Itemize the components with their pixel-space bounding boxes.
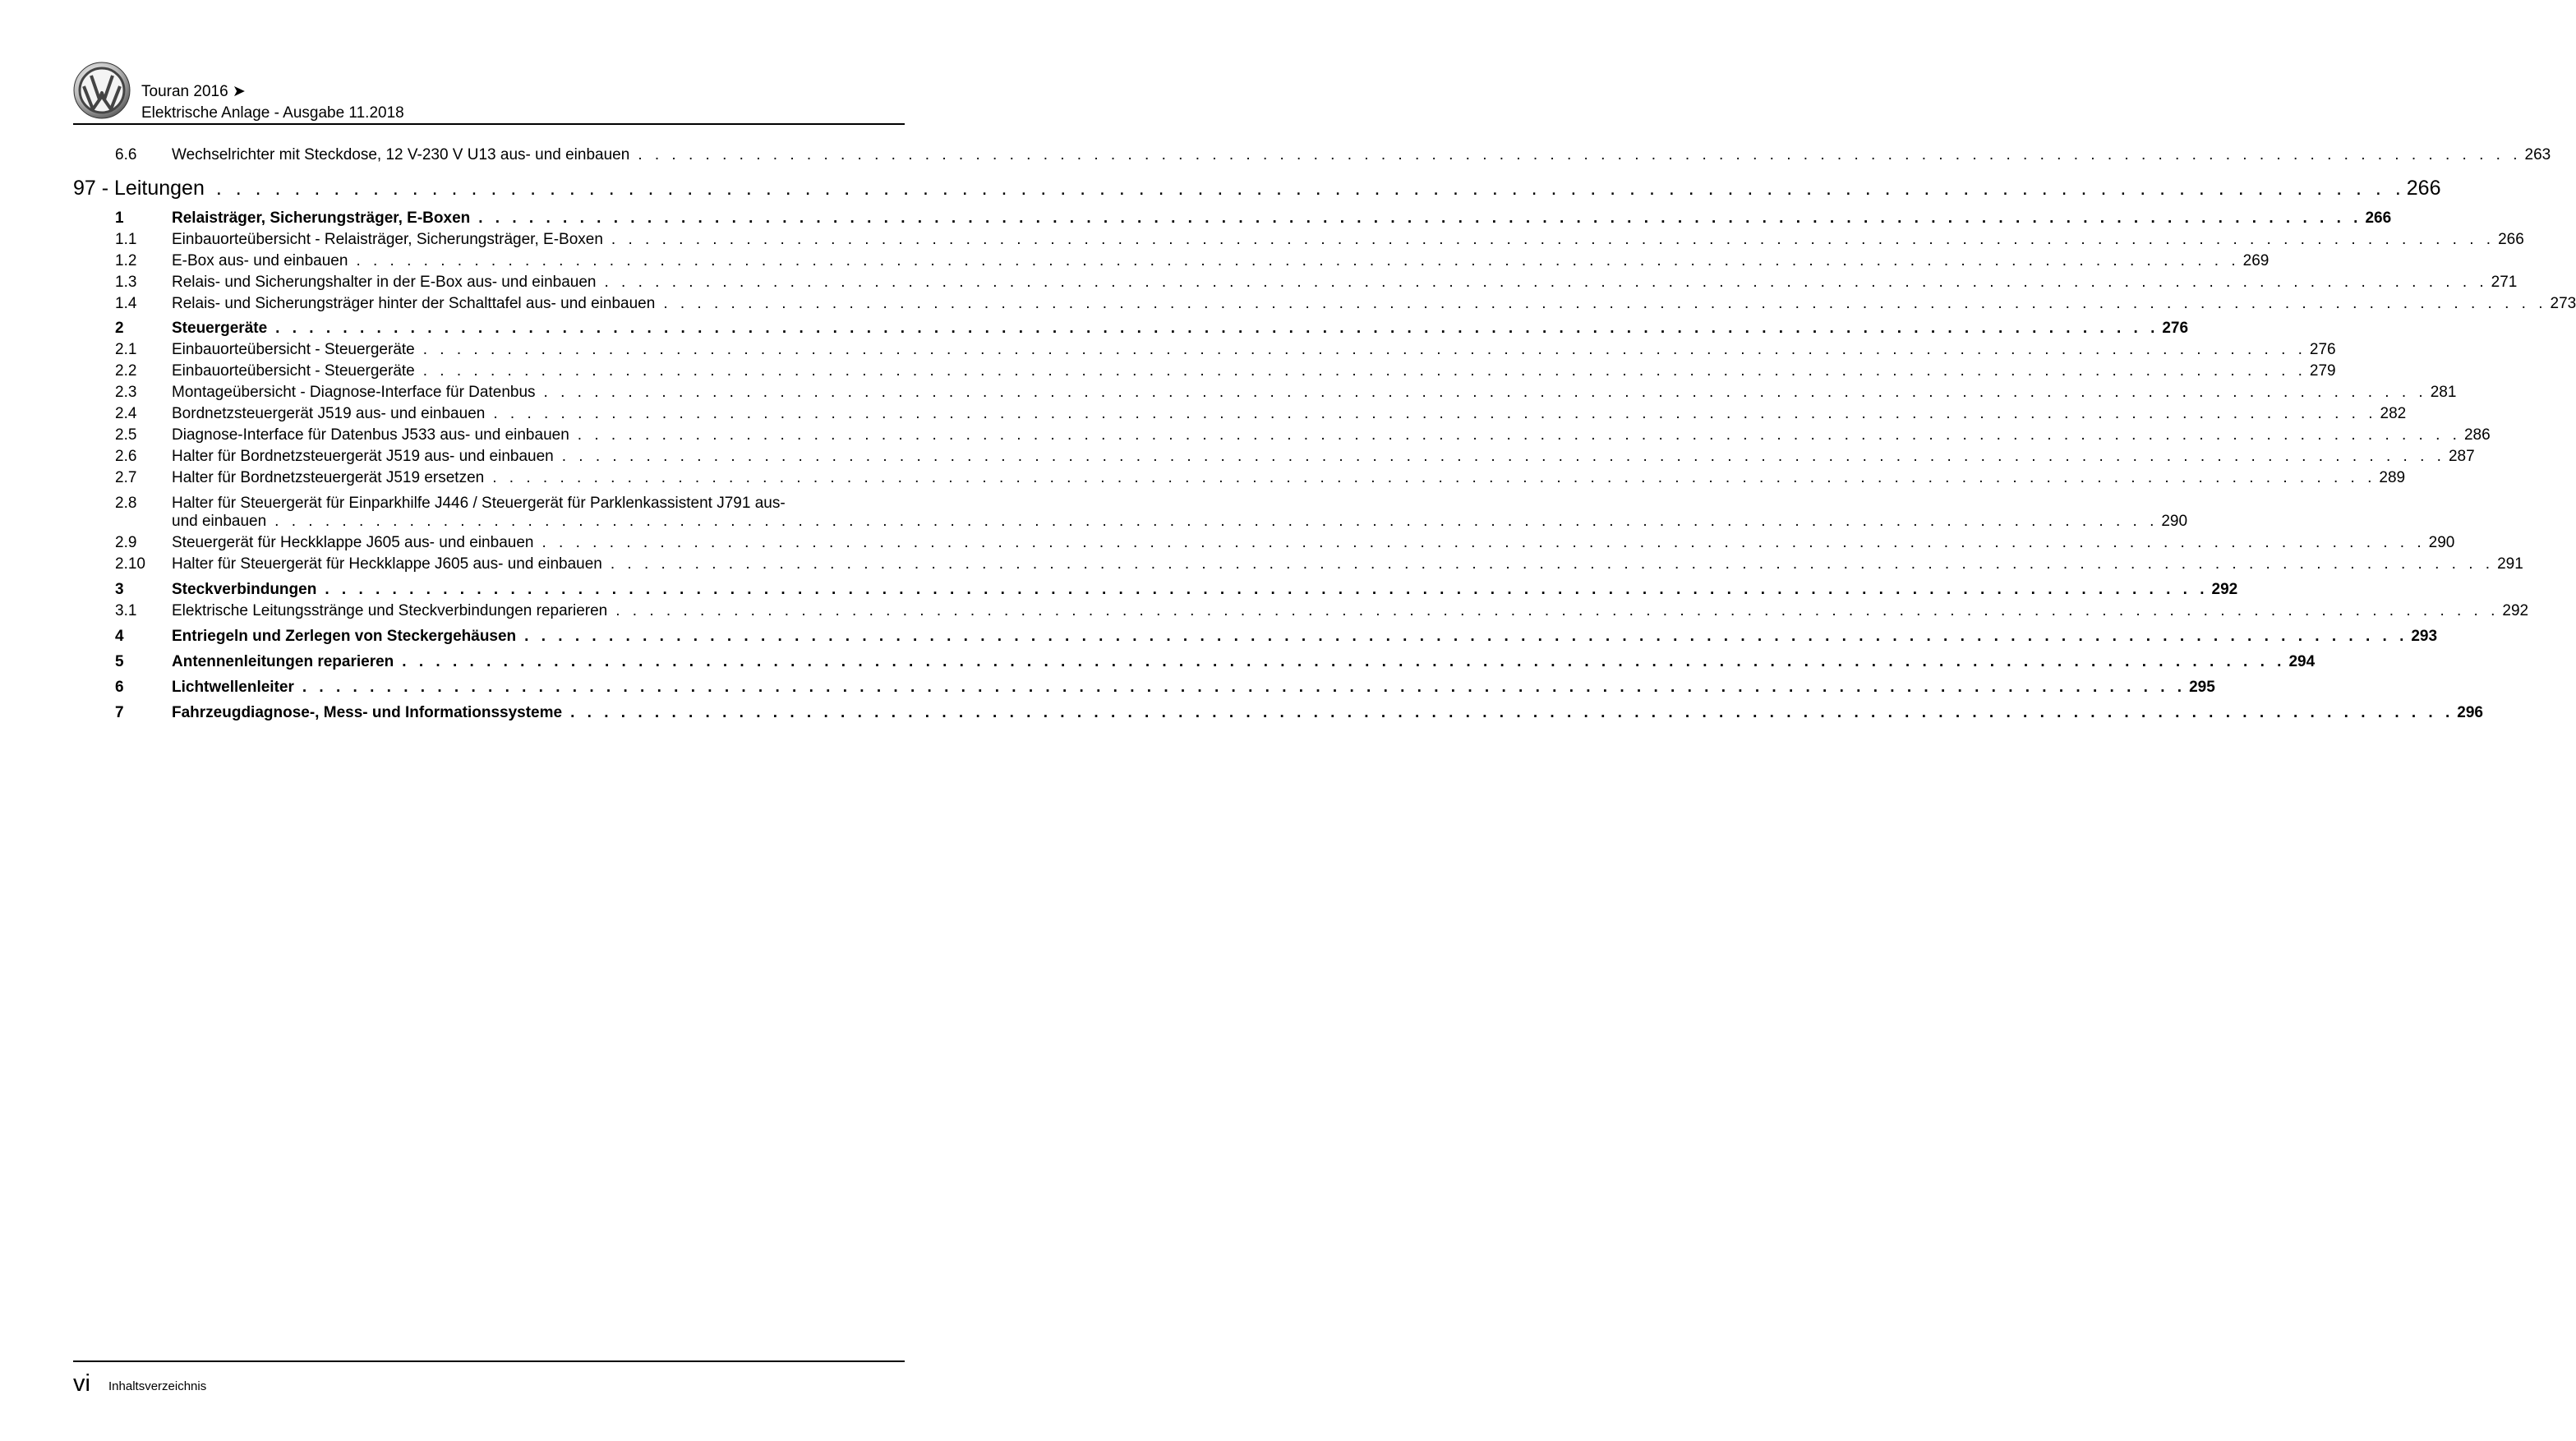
toc-page: 292 xyxy=(2502,602,2529,619)
toc-leader: . . . . . . . . . . . . . . . . . . . . . . . . . . . . . . . . . . . . . . . . . . . . . . . . . . . . . . . . . . . . . . . . . . . . . . . . . . . . . . . . . . . . . . . . . . . . . . . . . . . . . . . . . . . . . . . . xyxy=(543,384,2427,401)
toc-entry[interactable] xyxy=(115,341,2336,359)
toc-title: Fahrzeugdiagnose-, Mess- und Informationssysteme xyxy=(172,704,563,721)
toc-page: 279 xyxy=(2309,362,2336,380)
toc-page: 290 xyxy=(2161,513,2188,530)
toc-page: 296 xyxy=(2457,704,2483,721)
toc-page: 271 xyxy=(2491,274,2518,291)
toc-page: 287 xyxy=(2448,448,2475,465)
toc-number: 7 xyxy=(115,704,124,721)
toc-leader: . . . . . . . . . . . . . . . . . . . . . . . . . . . . . . . . . . . . . . . . . . . . . . . . . . . . . . . . . . . . . . . . . . . . . . . . . . . . . . . . . . . . . . . . . . . . . . . . . . . . . . . . . . . . . . . . xyxy=(604,274,2488,291)
toc-leader: . . . . . . . . . . . . . . . . . . . . . . . . . . . . . . . . . . . . . . . . . . . . . . . . . . . . . . . . . . . . . . . . . . . . . . . . . . . . . . . . . . . . . . . . . . . . . . . . . . . . . . . . . . . . . . . . xyxy=(274,513,2159,530)
toc-leader: . . . . . . . . . . . . . . . . . . . . . . . . . . . . . . . . . . . . . . . . . . . . . . . . . . . . . . . . . . . . . . . . . . . . . . . . . . . . . . . . . . . . . . . . . . . . . . . . . . . . . . . . . . . . . . . . xyxy=(524,628,2408,645)
toc-title: Wechselrichter mit Steckdose, 12 V-230 V U13 aus- und einbauen xyxy=(172,146,630,163)
toc-leader: . . . . . . . . . . . . . . . . . . . . . . . . . . . . . . . . . . . . . . . . . . . . . . . . . . . . . . . . . . . . . . . . . . . . . . . . . . . . . . . . . . . . . . . . . . . . . . . . . . . . . . . . . . . . . . . . xyxy=(561,448,2445,465)
toc-entry[interactable] xyxy=(115,534,2455,552)
toc-number: 2.2 xyxy=(115,362,137,380)
toc-title: Relais- und Sicherungsträger hinter der Schalttafel aus- und einbauen xyxy=(172,295,656,312)
toc-number: 1.2 xyxy=(115,252,137,269)
toc-title: Lichtwellenleiter xyxy=(172,679,294,696)
toc-page: 273 xyxy=(2550,295,2576,312)
toc-entry[interactable] xyxy=(115,426,2491,444)
toc-entry[interactable] xyxy=(115,602,2529,620)
toc-entry[interactable] xyxy=(172,513,2188,531)
toc-number: 4 xyxy=(115,628,124,645)
toc-number: 1.3 xyxy=(115,274,137,291)
toc-number: 2.1 xyxy=(115,341,137,358)
toc-number: 2.3 xyxy=(115,384,137,401)
toc-number: 3 xyxy=(115,581,124,598)
toc-title: Steuergerät für Heckklappe J605 aus- und einbauen xyxy=(172,534,534,551)
toc-leader: . . . . . . . . . . . . . . . . . . . . . . . . . . . . . . . . . . . . . . . . . . . . . . . . . . . . . . . . . . . . . . . . . . . . . . . . . . . . . . . . . . . . . . . . . . . . . . . . . . . . . . . . . . . . . . . . xyxy=(302,679,2187,696)
toc-number: 2.8 xyxy=(115,495,137,512)
toc-page: 289 xyxy=(2379,469,2406,486)
toc-number: 1 xyxy=(115,209,124,227)
toc-title: Relais- und Sicherungshalter in der E-Box aus- und einbauen xyxy=(172,274,597,291)
toc-page: 286 xyxy=(2463,426,2491,444)
toc-title: Steckverbindungen xyxy=(172,581,317,598)
toc-number: 1.1 xyxy=(115,231,137,248)
toc-page: 269 xyxy=(2242,252,2270,269)
toc-leader: . . . . . . . . . . . . . . . . . . . . . . . . . . . . . . . . . . . . . . . . . . . . . . . . . . . . . . . . . . . . . . . . . . . . . . . . . . . . . . . . . . . . . . . . . . . . . . . . . . . . . . . . . . . . . . . . xyxy=(570,704,2454,721)
toc-entry[interactable] xyxy=(115,469,2406,487)
toc-section[interactable] xyxy=(115,320,2189,338)
toc-section[interactable] xyxy=(115,628,2438,646)
toc-leader: . . . . . . . . . . . . . . . . . . . . . . . . . . . . . . . . . . . . . . . . . . . . . . . . . . . . . . . . . . . . . . . . . . . . . . . . . . . . . . . . . . . . . . . . . . . . . . . . . . . . . . . . . . . . . . . . xyxy=(402,653,2286,670)
toc-title[interactable]: Halter für Steuergerät für Einparkhilfe J446 / Steuergerät für Parklenkassistent J791 aus- xyxy=(172,495,786,512)
toc-number: 2 xyxy=(115,320,124,337)
toc-entry[interactable] xyxy=(115,274,2518,292)
doc-subtitle: Elektrische Anlage - Ausgabe 11.2018 xyxy=(141,104,404,122)
toc-leader: . . . . . . . . . . . . . . . . . . . . . . . . . . . . . . . . . . . . . . . . . . . . . . . . . . . . . . . . . . . . . . . . . . . . . . . . . . . . . . . . . . . . . . . . . . . . . . . . . . . . . . . . . . . . . . . . xyxy=(638,146,2522,163)
toc-page: 293 xyxy=(2411,628,2438,645)
toc-leader: . . . . . . . . . . . . . . . . . . . . . . . . . . . . . . . . . . . . . . . . . . . . . . . . . . . . . . . . . . . . . . . . . . . . . . . . . . . . . . . . . . . . . . . . . . . . . . . . . . . . . . . . . . . . . . . . xyxy=(356,252,2240,269)
toc-title: Halter für Bordnetzsteuergerät J519 ersetzen xyxy=(172,469,485,486)
toc-number: 5 xyxy=(115,653,124,670)
toc-title: Steuergeräte xyxy=(172,320,268,337)
toc-leader: . . . . . . . . . . . . . . . . . . . . . . . . . . . . . . . . . . . . . . . . . . . . . . . . . . . . . . . . . . . . . . . . . . . . . . . . . . . . . . . . . . . . . . . . . . . . . . . . . . . . . . . . . . . . . . . . xyxy=(615,602,2500,619)
toc-number: 3.1 xyxy=(115,602,137,619)
toc-entry[interactable] xyxy=(115,384,2457,402)
toc-leader: . . . . . . . . . . . . . . . . . . . . . . . . . . . . . . . . . . . . . . . . . . . . . . . . . . . . . . . . . . . . . . . . . . . . . . . . . . . . . . . . . . . . . . . . . . . . . . . . . . . . . . . . . . . . . . . . xyxy=(663,295,2547,312)
toc-entry[interactable] xyxy=(115,295,2576,313)
toc-page: 292 xyxy=(2211,581,2238,598)
toc-leader: . . . . . . . . . . . . . . . . . . . . . . . . . . . . . . . . . . . . . . . . . . . . . . . . . . . . . . . . . . . . . . . . . . . . . . . . . . . . . . . . . . . . . . . . . . . . . . . . . . . . . . . . . . . . . . . . xyxy=(492,469,2376,486)
toc-section[interactable] xyxy=(115,653,2316,671)
toc-title: Einbauorteübersicht - Steuergeräte xyxy=(172,362,415,380)
toc-number: 6 xyxy=(115,679,124,696)
toc-leader: . . . . . . . . . . . . . . . . . . . . . . . . . . . . . . . . . . . . . . . . . . . . . . . . . . . . . . . . . . . . . . . . . . . . . . . . . . . . . . . . . . . . . . . . . . . . . . . . . . . . . . . . . . . . . . . . xyxy=(610,555,2495,573)
toc-page: 276 xyxy=(2309,341,2336,358)
toc-page: 281 xyxy=(2430,384,2457,401)
footer-label: Inhaltsverzeichnis xyxy=(108,1379,207,1393)
toc-page: 295 xyxy=(2189,679,2215,696)
toc-title: Elektrische Leitungsstränge und Steckverbindungen reparieren xyxy=(172,602,608,619)
toc-page: 282 xyxy=(2380,405,2407,422)
toc-section[interactable] xyxy=(115,704,2483,722)
doc-title: Touran 2016 ➤ xyxy=(141,83,246,100)
header-divider xyxy=(73,123,905,125)
toc-leader: . . . . . . . . . . . . . . . . . . . . . . . . . . . . . . . . . . . . . . . . . . . . . . . . . . . . . . . . . . . . . . . . . . . . . . . . . . . . . . . . . . . . . . . . . . . . . . . . . . . . . . . . . . . . . . . . xyxy=(493,405,2377,422)
toc-page: 276 xyxy=(2162,320,2189,337)
toc-entry[interactable] xyxy=(115,405,2407,423)
toc-title: Entriegeln und Zerlegen von Steckergehäusen xyxy=(172,628,517,645)
toc-leader: . . . . . . . . . . . . . . . . . . . . . . . . . . . . . . . . . . . . . . . . . . . . . . . . . . . . . . . . . . . . . . . . . . . . . . . . . . . . . . . . . . . . . . . . . . . . . . . . . . . . . . . . . . . . . . . . xyxy=(611,231,2495,248)
toc-number: 2.10 xyxy=(115,555,145,573)
toc-title: Montageübersicht - Diagnose-Interface für Datenbus xyxy=(172,384,536,401)
toc-number: 6.6 xyxy=(115,146,137,163)
toc-title: Halter für Bordnetzsteuergerät J519 aus- und einbauen xyxy=(172,448,554,465)
toc-title: Bordnetzsteuergerät J519 aus- und einbauen xyxy=(172,405,486,422)
toc-entry[interactable] xyxy=(115,448,2475,466)
toc-entry[interactable] xyxy=(115,555,2523,573)
toc-page: 291 xyxy=(2497,555,2523,573)
toc-page: 294 xyxy=(2288,653,2316,670)
chapter-page: 266 xyxy=(2406,177,2441,200)
toc-number: 2.4 xyxy=(115,405,137,422)
toc-section[interactable] xyxy=(115,679,2215,697)
toc-page: 263 xyxy=(2524,146,2551,163)
chapter-title: 97 - Leitungen xyxy=(73,177,205,200)
toc-leader: . . . . . . . . . . . . . . . . . . . . . . . . . . . . . . . . . . . . . . . . . . . . . . . . . . . . . . . . . . . . . . . . . . . . . . . . . . . . . . . . . . . . . . . . . . . . . . . . . . . . . . . . . . . . . . . . xyxy=(325,581,2209,598)
toc-title: Halter für Steuergerät für Heckklappe J605 aus- und einbauen xyxy=(172,555,602,573)
toc-page: 290 xyxy=(2428,534,2455,551)
toc-leader: . . . . . . . . . . . . . . . . . . . . . . . . . . . . . . . . . . . . . . . . . . . . . . . . . . . . . . . . . . . . . . . . . . . . . . . . . . . . . . . . . . . . . . . . . . . . . . . . . . . . . . . . . . . . . . . . xyxy=(541,534,2426,551)
toc-leader: . . . . . . . . . . . . . . . . . . . . . . . . . . . . . . . . . . . . . . . . . . . . . . . . . . . . . . . . . . . . . . . . . . . . . . . . . . . . . . . . . . . . . . . . . . . . . . . . . . . . . . . . . . . . . . . . xyxy=(275,320,2159,337)
toc-section[interactable] xyxy=(115,209,2392,228)
footer-divider xyxy=(73,1360,905,1362)
toc-number: 2.6 xyxy=(115,448,137,465)
vw-logo xyxy=(73,62,131,119)
toc-title: Einbauorteübersicht - Relaisträger, Sicherungsträger, E-Boxen xyxy=(172,231,603,248)
chapter-heading[interactable] xyxy=(73,176,2441,200)
toc-title: Relaisträger, Sicherungsträger, E-Boxen xyxy=(172,209,471,227)
toc-number: 2.7 xyxy=(115,469,137,486)
toc-entry[interactable] xyxy=(115,362,2336,380)
toc-leader: . . . . . . . . . . . . . . . . . . . . . . . . . . . . . . . . . . . . . . . . . . . . . . . . . . . . . . . . . . . . . . . . . . . . . . . . . . . . . . . . . . . . . . . . . . . . . . . . . . . . . . . . . . . . . . . . xyxy=(215,177,2405,200)
toc-title-continued: und einbauen xyxy=(172,513,267,530)
toc-title: Diagnose-Interface für Datenbus J533 aus- und einbauen xyxy=(172,426,569,444)
toc-entry[interactable] xyxy=(115,146,2551,164)
toc-title: E-Box aus- und einbauen xyxy=(172,252,348,269)
toc-entry[interactable] xyxy=(115,252,2270,270)
toc-page: 266 xyxy=(2498,231,2524,248)
toc-title: Antennenleitungen reparieren xyxy=(172,653,394,670)
toc-leader: . . . . . . . . . . . . . . . . . . . . . . . . . . . . . . . . . . . . . . . . . . . . . . . . . . . . . . . . . . . . . . . . . . . . . . . . . . . . . . . . . . . . . . . . . . . . . . . . . . . . . . . . . . . . . . . . xyxy=(422,341,2306,358)
toc-section[interactable] xyxy=(115,581,2238,599)
toc-leader: . . . . . . . . . . . . . . . . . . . . . . . . . . . . . . . . . . . . . . . . . . . . . . . . . . . . . . . . . . . . . . . . . . . . . . . . . . . . . . . . . . . . . . . . . . . . . . . . . . . . . . . . . . . . . . . . xyxy=(577,426,2461,444)
toc-number: 2.5 xyxy=(115,426,137,444)
toc-title: Einbauorteübersicht - Steuergeräte xyxy=(172,341,415,358)
toc-number: 2.9 xyxy=(115,534,137,551)
toc-leader: . . . . . . . . . . . . . . . . . . . . . . . . . . . . . . . . . . . . . . . . . . . . . . . . . . . . . . . . . . . . . . . . . . . . . . . . . . . . . . . . . . . . . . . . . . . . . . . . . . . . . . . . . . . . . . . . xyxy=(478,209,2362,227)
toc-page: 266 xyxy=(2365,209,2392,227)
toc-entry[interactable] xyxy=(115,231,2524,249)
page-number: vi xyxy=(73,1370,90,1397)
toc-leader: . . . . . . . . . . . . . . . . . . . . . . . . . . . . . . . . . . . . . . . . . . . . . . . . . . . . . . . . . . . . . . . . . . . . . . . . . . . . . . . . . . . . . . . . . . . . . . . . . . . . . . . . . . . . . . . . xyxy=(422,362,2306,380)
toc-number: 1.4 xyxy=(115,295,137,312)
